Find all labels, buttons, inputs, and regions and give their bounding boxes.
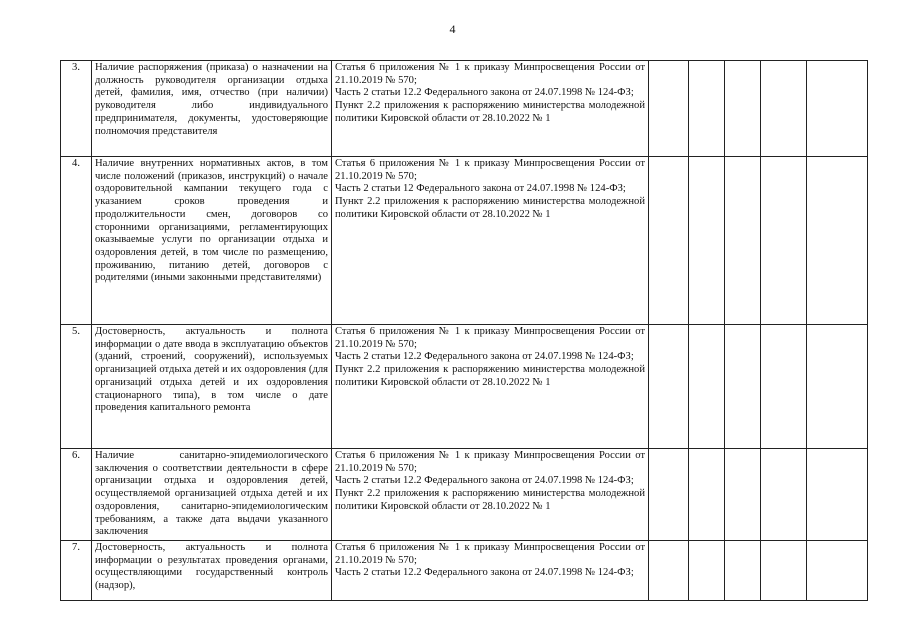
empty-answer-cell[interactable] [725, 61, 761, 157]
empty-answer-cell[interactable] [689, 449, 725, 541]
table-row [61, 157, 868, 325]
empty-answer-cell[interactable] [725, 157, 761, 325]
checklist-table [60, 60, 868, 601]
legal-reference: Статья 6 приложения № 1 к приказу Минпросвещения России от 21.10.2019 № 570; [335, 62, 645, 86]
row-number: 7. [61, 540, 92, 600]
empty-answer-cell[interactable] [761, 449, 807, 541]
empty-answer-cell[interactable] [761, 325, 807, 449]
empty-answer-cell[interactable] [689, 61, 725, 157]
legal-reference: Часть 2 статьи 12.2 Федерального закона от 24.07.1998 № 124-ФЗ; [335, 87, 634, 99]
page-number: 4 [449, 22, 456, 36]
legal-reference-cell [332, 157, 649, 325]
legal-reference-cell [332, 449, 649, 541]
empty-answer-cell[interactable] [807, 325, 868, 449]
empty-answer-cell[interactable] [761, 157, 807, 325]
empty-answer-cell[interactable] [725, 540, 761, 600]
empty-answer-cell[interactable] [807, 540, 868, 600]
legal-reference: Пункт 2.2 приложения к распоряжению министерства молодежной политики Кировской области от 28.10.2022 № 1 [335, 488, 645, 512]
empty-answer-cell[interactable] [649, 61, 689, 157]
row-number: 6. [61, 449, 92, 541]
requirement-cell: Достоверность, актуальность и полнота информации о результатах проведения органами, осуществляющими государственный контроль (надзор), [92, 540, 332, 600]
row-number: 4. [61, 157, 92, 325]
legal-reference: Статья 6 приложения № 1 к приказу Минпросвещения России от 21.10.2019 № 570; [335, 326, 645, 350]
legal-reference: Часть 2 статьи 12.2 Федерального закона от 24.07.1998 № 124-ФЗ; [335, 351, 634, 363]
legal-reference: Часть 2 статьи 12 Федерального закона от 24.07.1998 № 124-ФЗ; [335, 183, 626, 195]
legal-reference-cell [332, 325, 649, 449]
table-row [61, 540, 868, 600]
legal-reference: Статья 6 приложения № 1 к приказу Минпросвещения России от 21.10.2019 № 570; [335, 541, 645, 566]
legal-reference: Часть 2 статьи 12.2 Федерального закона от 24.07.1998 № 124-ФЗ; [335, 567, 634, 579]
empty-answer-cell[interactable] [807, 449, 868, 541]
empty-answer-cell[interactable] [725, 325, 761, 449]
empty-answer-cell[interactable] [689, 157, 725, 325]
empty-answer-cell[interactable] [807, 157, 868, 325]
requirement-cell: Наличие внутренних нормативных актов, в том числе положений (приказов, инструкций) о начале оздоровительной кампании текущего года с указанием сроков проведения и продолжительности смен, договоров со сторонними организациями, регламентирующих оказываемые услуги по организации отдыха и оздоровления детей, в том числе по размещению, проживанию, питанию детей, договоров с родителями (иными законными представителями) [92, 157, 332, 325]
legal-reference-cell [332, 540, 649, 600]
empty-answer-cell[interactable] [761, 61, 807, 157]
empty-answer-cell[interactable] [689, 540, 725, 600]
legal-reference: Статья 6 приложения № 1 к приказу Минпросвещения России от 21.10.2019 № 570; [335, 450, 645, 474]
row-number: 3. [61, 61, 92, 157]
table-row [61, 325, 868, 449]
empty-answer-cell[interactable] [689, 325, 725, 449]
empty-answer-cell[interactable] [807, 61, 868, 157]
row-number: 5. [61, 325, 92, 449]
requirement-cell: Наличие санитарно-эпидемиологического заключения о соответствии деятельности в сфере организации отдыха и оздоровления детей, осуществляемой организацией отдыха детей и их оздоровления, санитарно-эпидемиологическим требованиям, а также дата выдачи указанного заключения [92, 449, 332, 541]
legal-reference: Часть 2 статьи 12.2 Федерального закона от 24.07.1998 № 124-ФЗ; [335, 475, 634, 487]
requirement-cell: Наличие распоряжения (приказа) о назначении на должность руководителя организации отдыха детей, фамилия, имя, отчество (при наличии) руководителя либо индивидуального предпринимателя, документы, удостоверяющие полномочия представителя [92, 61, 332, 157]
empty-answer-cell[interactable] [649, 449, 689, 541]
requirement-cell: Достоверность, актуальность и полнота информации о дате ввода в эксплуатацию объектов (зданий, строений, сооружений), используемых организацией отдыха детей и их оздоровления (для организаций отдыха детей и их оздоровления стационарного типа), в том числе о дате проведения капитального ремонта [92, 325, 332, 449]
empty-answer-cell[interactable] [725, 449, 761, 541]
table-row [61, 61, 868, 157]
empty-answer-cell[interactable] [761, 540, 807, 600]
legal-reference: Пункт 2.2 приложения к распоряжению министерства молодежной политики Кировской области от 28.10.2022 № 1 [335, 196, 645, 220]
legal-reference-cell [332, 61, 649, 157]
legal-reference: Пункт 2.2 приложения к распоряжению министерства молодежной политики Кировской области от 28.10.2022 № 1 [335, 364, 645, 388]
legal-reference: Статья 6 приложения № 1 к приказу Минпросвещения России от 21.10.2019 № 570; [335, 158, 645, 182]
table-row [61, 449, 868, 541]
empty-answer-cell[interactable] [649, 325, 689, 449]
empty-answer-cell[interactable] [649, 540, 689, 600]
empty-answer-cell[interactable] [649, 157, 689, 325]
legal-reference: Пункт 2.2 приложения к распоряжению министерства молодежной политики Кировской области от 28.10.2022 № 1 [335, 100, 645, 124]
